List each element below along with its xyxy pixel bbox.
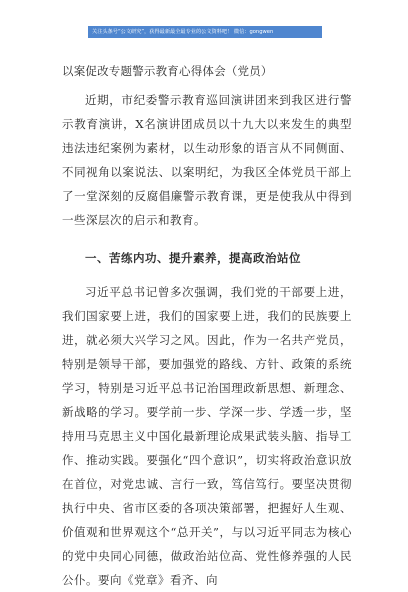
document-page	[62, 52, 352, 592]
watermark-banner: 关注头条号“公文研究”，获得最新最全最专业的公文资料吧！ 微信：gongwen	[88, 26, 322, 38]
document-title: 以案促改专题警示教育心得体会（党员）	[62, 64, 273, 78]
section-heading: 一、苦练内功、提升素养，提高政治站位	[85, 251, 301, 265]
section-body-paragraph: 习近平总书记曾多次强调，我们党的干部要上进，我们国家要上进，我们的国家要上进，我们的民族要上进，就必须大兴学习之风。因此，作为一名共产党员，特别是领导干部，要加强党的路线、方针、政策的系统学习，特别是习近平总书记治国理政新思想、新理念、新战略的学习。要学前一步、学深一步、学透一步，坚持用马克思主义中国化最新理论成果武装头脑、指导工作、推动实践。要强化“四个意识”，切实将政治意识放在首位，对党忠诚、言行一致，笃信笃行。要坚决贯彻执行中央、省市区委的各项决策部署，把握好人生观、价值观和世界观这个“总开关”，与以习近平同志为核心的党中央同心同德，做政治站位高、党性修养强的人民公仆。要向《党章》看齐、向	[62, 285, 352, 587]
intro-paragraph: 近期，市纪委警示教育巡回演讲团来到我区进行警示教育演讲，X名演讲团成员以十九大以来发生的典型违法违纪案例为素材，以生动形象的语言从不同侧面、不同视角以案说法、以案明纪，为我区全体党员干部上了一堂深刻的反腐倡廉警示教育课，更是使我从中得到一些深层次的启示和教育。	[62, 93, 352, 227]
